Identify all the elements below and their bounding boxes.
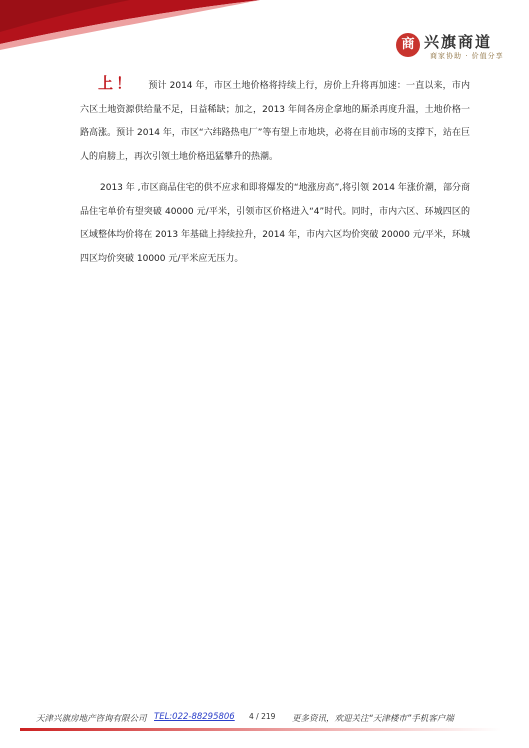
page-number: 4 / 219: [249, 712, 276, 721]
footer-company: 天津兴旗房地产咨询有限公司: [36, 714, 147, 724]
logo-name: 兴旗商道: [424, 33, 493, 51]
paragraph-text: 2013 年 ,市区商品住宅的供不应求和即将爆发的“地涨房高”,将引领 2014 年涨价潮，部分商品住宅单价有望突破 40000 元/平米，引领市区价格进入“4”时代。同时，市内六区、环城四区的区域整体均价将在 2013 年基础上持续拉升，2014 年，市内六区均价突破 20000 元/平米，环城四区均价突破 10000 元/平米应无压力。: [80, 183, 470, 264]
footer-divider: [20, 728, 501, 731]
paragraph-housing-price: [80, 177, 470, 271]
footer-tel-link[interactable]: TEL:022-88295806: [154, 712, 235, 722]
paragraph-text: 预计 2014 年，市区土地价格将持续上行，房价上升将再加速：一直以来，市内六区土地资源供给量不足，日益稀缺；加之，2013 年间各房企拿地的厮杀再度升温，土地价格一路高涨。预计 2014 年，市区“六纬路热电厂”等有望上市地块，必将在目前市场的支撑下，站在巨人的肩膀上，再次引领土地价格迅猛攀升的热潮。: [80, 81, 470, 162]
paragraph-land-price: [80, 72, 470, 169]
corner-decoration: [0, 0, 260, 50]
logo-seal-icon: 商: [396, 33, 420, 57]
company-logo: [394, 30, 522, 62]
page-footer: [0, 712, 529, 726]
logo-slogan: 商家协助 · 价值分享: [430, 52, 504, 60]
document-body: [80, 72, 470, 271]
footer-more-info: 更多资讯，欢迎关注“天津楼市”手机客户端: [292, 714, 454, 724]
lead-word: 上！: [98, 74, 135, 92]
